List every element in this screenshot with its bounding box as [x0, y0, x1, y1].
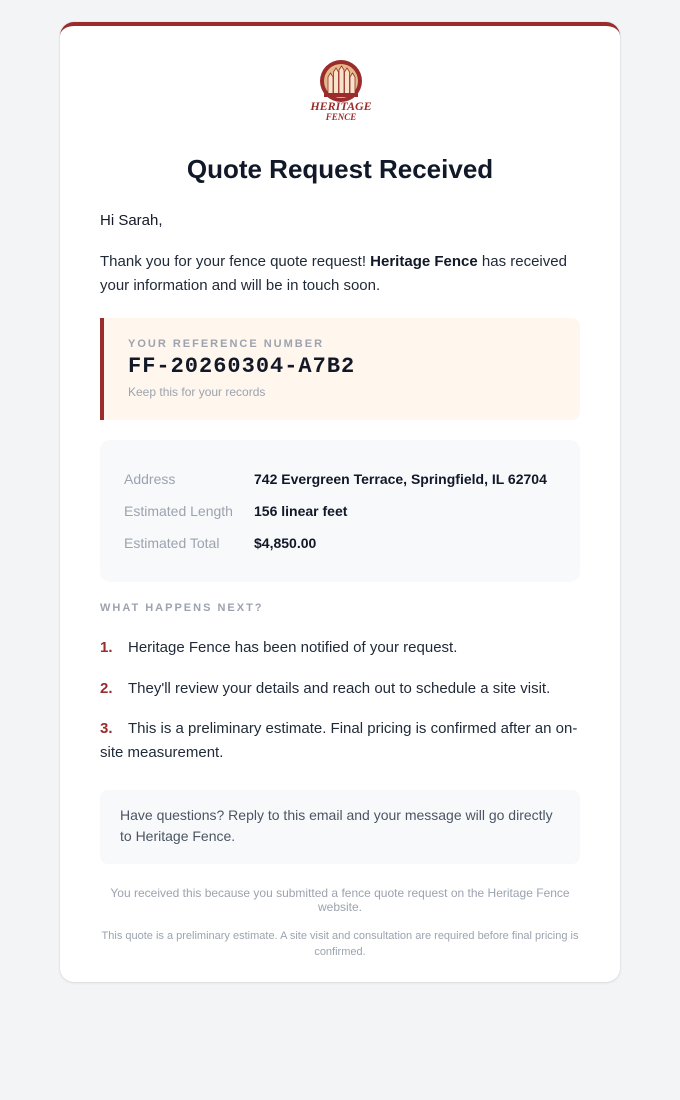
reference-box [100, 318, 580, 420]
detail-label: Estimated Total [124, 535, 220, 551]
next-step-item [100, 636, 582, 660]
next-steps-heading: WHAT HAPPENS NEXT? [100, 602, 264, 614]
next-step-item [100, 717, 582, 765]
detail-label: Address [124, 471, 176, 487]
svg-text:HERITAGE: HERITAGE [310, 99, 372, 113]
intro-text-end: has received your information and will be in touch soon. [100, 253, 567, 294]
fence-logo-icon [303, 55, 379, 123]
intro-text: Thank you for your fence quote request! [100, 253, 371, 270]
reference-label: YOUR REFERENCE NUMBER [128, 338, 325, 350]
email-card [60, 22, 620, 982]
intro-company-name: Heritage Fence [370, 253, 478, 270]
intro-paragraph [100, 250, 590, 298]
greeting: Hi Sarah, [100, 212, 163, 229]
footer-notice: You received this because you submitted a fence quote request on the Heritage Fence website. [110, 886, 570, 914]
step-text: This is a preliminary estimate. Final pricing is confirmed after an on-site measurement. [100, 720, 578, 761]
reference-number: FF-20260304-A7B2 [128, 354, 356, 379]
step-number: 2. [100, 680, 113, 697]
svg-text:FENCE: FENCE [325, 112, 357, 122]
detail-value: 742 Evergreen Terrace, Springfield, IL 62704 [254, 471, 547, 487]
detail-value: $4,850.00 [254, 535, 317, 551]
detail-label: Estimated Length [124, 503, 233, 519]
step-text: They'll review your details and reach out to schedule a site visit. [128, 680, 551, 697]
reference-note: Keep this for your records [128, 385, 266, 399]
next-step-item [100, 677, 582, 701]
questions-note: Have questions? Reply to this email and your message will go directly to Heritage Fence. [100, 790, 580, 864]
heritage-fence-logo [303, 55, 379, 123]
step-number: 3. [100, 720, 113, 737]
footer-disclaimer: This quote is a preliminary estimate. A site visit and consultation are required before final pricing is confirmed. [101, 930, 579, 958]
quote-details [100, 440, 580, 582]
detail-value: 156 linear feet [254, 503, 348, 519]
step-number: 1. [100, 639, 113, 656]
page-title: Quote Request Received [186, 154, 494, 184]
step-text: Heritage Fence has been notified of your request. [128, 639, 458, 656]
